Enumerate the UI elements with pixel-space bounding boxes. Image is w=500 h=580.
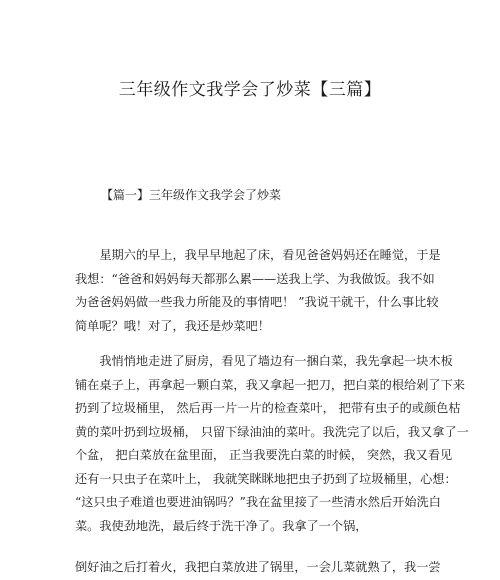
document-title: 三年级作文我学会了炒菜【三篇】 — [118, 80, 382, 100]
paragraph-1 — [75, 244, 441, 338]
paragraph-3-partial — [75, 556, 441, 580]
text-line: 扔到了垃圾桶里， 然后再一片一片的检查菜叶， 把带有虫子的或颜色枯 — [75, 401, 461, 415]
text-line: 星期六的早上，我早早地起了床，看见爸爸妈妈还在睡觉，于是 — [75, 248, 441, 262]
section-heading: 【篇一】三年级作文我学会了炒菜 — [101, 188, 282, 202]
text-line: 黄的菜叶扔到垃圾桶， 只留下绿油油的菜叶。我洗完了以后，我又拿了一 — [75, 424, 469, 439]
text-line: 倒好油之后打着火，我把白菜放进了锅里，一会儿菜就熟了，我一尝 — [75, 560, 441, 574]
text-line: 我悄悄地走进了厨房，看见了墙边有一捆白菜，我先拿起一块木板 — [75, 354, 453, 368]
text-line: 为爸爸妈妈做一些我力所能及的事情吧！ ”我说干就干，什么事比较 — [75, 295, 439, 309]
text-line: “这只虫子难道也要进油锅吗？”我在盆里接了一些清水然后开始洗白 — [75, 495, 441, 509]
text-line: 简单呢？哦！对了，我还是炒菜吧！ — [75, 318, 270, 333]
text-line: 我想：“爸爸和妈妈每天都那么累——送我上学、为我做饭。我不如 — [75, 271, 435, 286]
paragraph-2 — [75, 350, 469, 538]
text-line: 还有一只虫子在菜叶上， 我就笑眯眯地把虫子扔到了垃圾桶里，心想： — [75, 471, 457, 486]
text-line: 菜。我使劲地洗，最后终于洗干净了。我拿了一个锅， — [75, 518, 368, 533]
text-line: 个盆， 把白菜放在盆里面， 正当我要洗白菜的时候， 突然，我又看见 — [75, 448, 453, 462]
text-line: 铺在桌子上，再拿起一颗白菜，我又拿起一把刀，把白菜的根给剁了下来 — [75, 377, 465, 392]
